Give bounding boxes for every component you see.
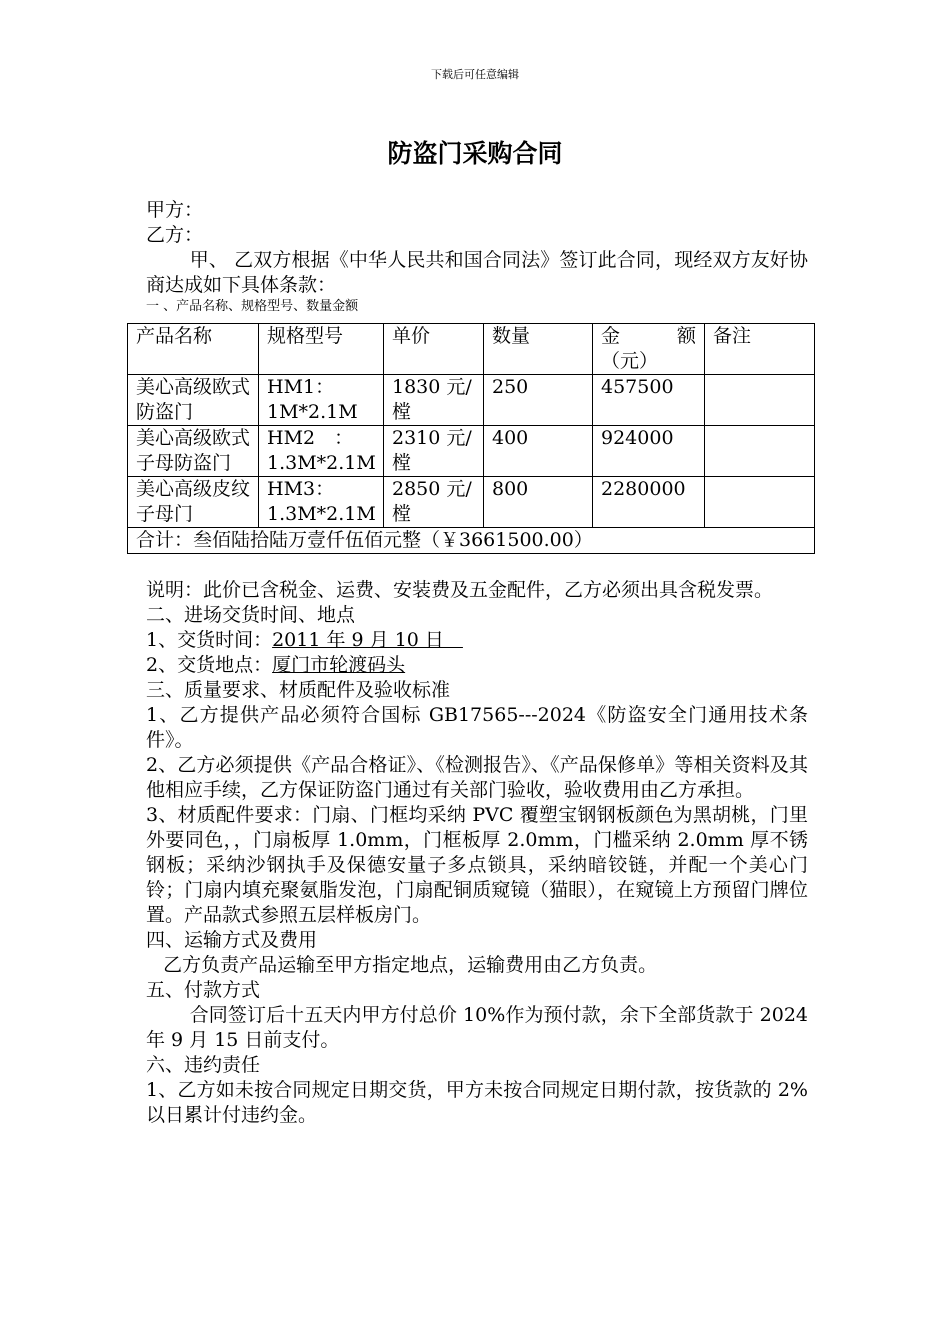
section1-heading: 一 、产品名称、规格型号、数量金额 [146,299,359,314]
delivery-place-line [146,653,808,678]
amount-header-unit: （元） [601,350,659,372]
cell-amount: 924000 [593,426,705,477]
cell-name: 美心高级欧式子母防盗门 [128,426,259,477]
section3-item1: 1、乙方提供产品必须符合国标 GB17565---2024《防盗安全门通用技术条件》。 [146,704,808,751]
table-row [128,375,815,426]
party-b-line: 乙方： [146,224,204,246]
amount-header-right: 额 [676,325,696,347]
section3-item3: 3、材质配件要求：门扇、门框均采纳 PVC 覆塑宝钢钢板颜色为黑胡桃，门里外要同色，，门扇板厚 1.0mm，门框板厚 2.0mm，门槛采纳 2.0mm 厚不锈钢板；采纳沙钢执手及保德安量子多点锁具，采纳暗铰链，并配一个美心门铃；门扇内填充聚氨脂发泡，门扇配铜质窥镜（猫眼），在窥镜上方预留门牌位置。产品款式参照五层样板房门。 [146,804,808,926]
delivery-time-value: 2011 年 9 月 10 日 [272,629,463,651]
cell-price: 2310 元/樘 [384,426,484,477]
price-note: 说明：此价已含税金、运费、安装费及五金配件，乙方必须出具含税发票。 [146,579,774,601]
section6-item1: 1、乙方如未按合同规定日期交货，甲方未按合同规定日期付款，按货款的 2%以日累计付违约金。 [146,1079,808,1126]
cell-qty: 400 [484,426,593,477]
section3-item2: 2、乙方必须提供《产品合格证》、《检测报告》、《产品保修单》等相关资料及其他相应手续，乙方保证防盗门通过有关部门验收，验收费用由乙方承担。 [146,754,808,801]
header-note: 下载后可任意编辑 [431,68,519,81]
cell-price: 1830 元/樘 [384,375,484,426]
cell-model: HM1：1M*2.1M [259,375,384,426]
cell-model: HM2 ：1.3M*2.1M [259,426,384,477]
cell-amount: 457500 [593,375,705,426]
contract-intro [146,198,808,315]
section5-text: 合同签订后十五天内甲方付总价 10%作为预付款，余下全部货款于 2024 年 9 月 15 日前支付。 [146,1004,808,1051]
section3-heading: 三、质量要求、材质配件及验收标准 [146,679,451,701]
delivery-time-line [146,628,808,653]
party-a-line: 甲方： [146,199,204,221]
cell-amount: 2280000 [593,477,705,528]
cell-price: 2850 元/樘 [384,477,484,528]
total-cell: 合计：叁佰陆拾陆万壹仟伍佰元整（￥3661500.00） [128,528,815,554]
intro-paragraph: 甲、 乙双方根据《中华人民共和国合同法》签订此合同，现经双方友好协商达成如下具体条款： [146,249,808,296]
header-cell-price: 单价 [384,324,484,375]
header-cell-model: 规格型号 [259,324,384,375]
section2-heading: 二、进场交货时间、地点 [146,604,356,626]
delivery-place-value: 厦门市轮渡码头 [272,654,406,676]
section5-heading: 五、付款方式 [146,979,261,1001]
product-table [127,323,815,554]
cell-qty: 250 [484,375,593,426]
cell-note [705,426,815,477]
delivery-time-label: 1、交货时间： [146,629,273,651]
section4-heading: 四、运输方式及费用 [146,929,318,951]
delivery-place-label: 2、交货地点： [146,654,273,676]
table-row [128,477,815,528]
table-row [128,426,815,477]
cell-model: HM3：1.3M*2.1M [259,477,384,528]
cell-name: 美心高级欧式防盗门 [128,375,259,426]
header-cell-qty: 数量 [484,324,593,375]
table-header-row [128,324,815,375]
cell-name: 美心高级皮纹子母门 [128,477,259,528]
document-title: 防盗门采购合同 [387,139,563,168]
amount-header-left: 金 [601,325,621,347]
header-cell-amount [593,324,705,375]
table-total-row [128,528,815,554]
cell-note [705,375,815,426]
header-cell-name: 产品名称 [128,324,259,375]
header-cell-note: 备注 [705,324,815,375]
section4-text: 乙方负责产品运输至甲方指定地点，运输费用由乙方负责。 [163,954,658,976]
section6-heading: 六、违约责任 [146,1054,261,1076]
cell-qty: 800 [484,477,593,528]
contract-terms [146,578,808,1128]
cell-note [705,477,815,528]
